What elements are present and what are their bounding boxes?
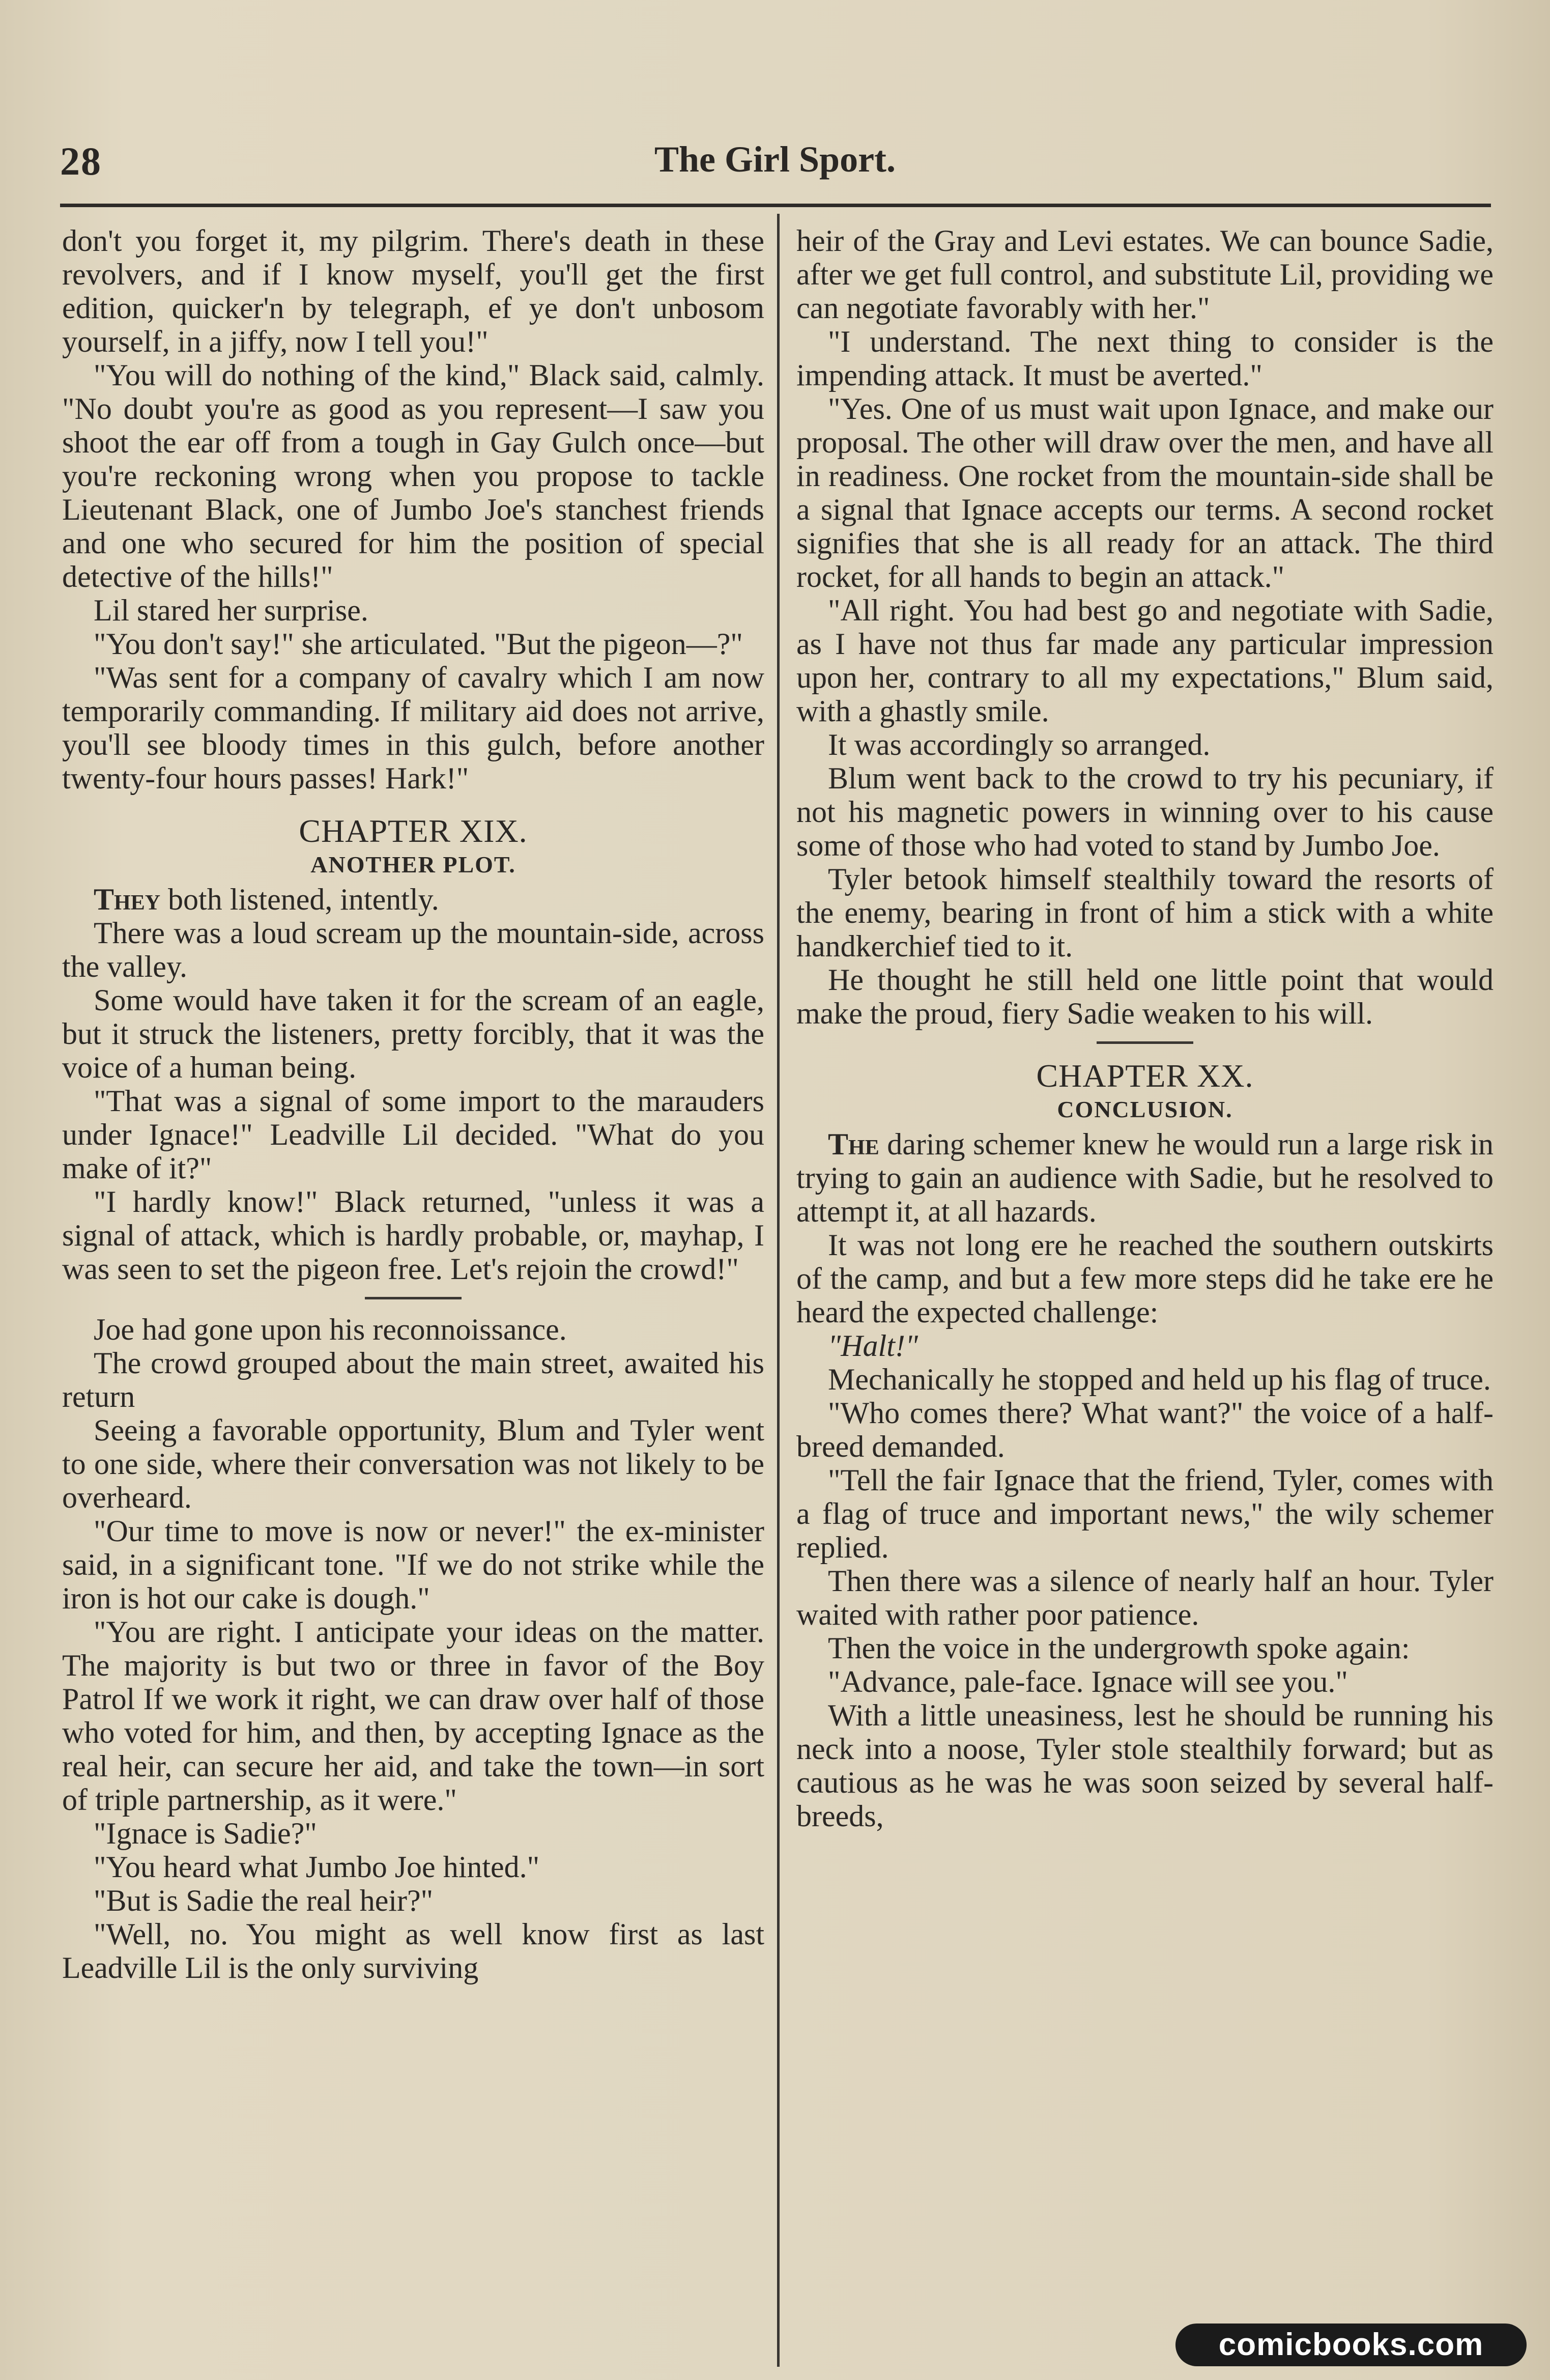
paragraph: "But is Sadie the real heir?" — [94, 1884, 434, 1917]
paragraph: "You don't say!" she articulated. "But the pigeon—?" — [94, 627, 743, 661]
chapter-subtitle: CONCLUSION. — [1057, 1096, 1233, 1122]
paragraph: "You will do nothing of the kind," Black said, calmly. "No doubt you're as good as you represent—I saw you shoot the ear off from a tough in Gay Gulch once—but you're reckoning wrong when you propose to tackle Lieutenant Black, one of Jumbo Joe's stanchest friends and one who secured for him the position of special detective of the hills!" — [62, 358, 764, 593]
paragraph: "Was sent for a company of cavalry which I am now temporarily commanding. If military aid does not arrive, you'll see bloody times in this gulch, before another twenty-four hours passes! Hark!" — [62, 661, 764, 795]
paragraph: "Yes. One of us must wait upon Ignace, and make our proposal. The other will draw over the men, and have all in readiness. One rocket from the mountain-side shall be a signal that Ignace accepts our terms. A second rocket signifies that she is all ready for an attack. The third rocket, for all hands to begin an attack." — [796, 392, 1494, 593]
paragraph: Then there was a silence of nearly half an hour. Tyler waited with rather poor patience. — [796, 1564, 1494, 1631]
paragraph: Tyler betook himself stealthily toward the resorts of the enemy, bearing in front of him a stick with a white handkerchief tied to it. — [796, 862, 1494, 963]
column-divider — [777, 214, 780, 2367]
paragraph: "That was a signal of some import to the marauders under Ignace!" Leadville Lil decided. "What do you make of it?" — [62, 1084, 764, 1185]
paragraph: Lil stared her surprise. — [94, 593, 368, 627]
paragraph: "Tell the fair Ignace that the friend, Tyler, comes with a flag of truce and important news," the wily schemer replied. — [796, 1463, 1494, 1564]
paragraph: "You are right. I anticipate your ideas on the matter. The majority is but two or three in favor of the Boy Patrol If we work it right, we can draw over half of those who voted for him, and then, by accepting Ignace as the real heir, can secure her aid, and take the town—in sort of triple partnership, as it were." — [62, 1615, 764, 1817]
section-divider — [1097, 1041, 1193, 1044]
paragraph: Seeing a favorable opportunity, Blum and Tyler went to one side, where their conversation was not likely to be overheard. — [62, 1413, 764, 1514]
paragraph: Mechanically he stopped and held up his flag of truce. — [828, 1363, 1491, 1396]
right-column — [796, 224, 1494, 1833]
section-divider — [365, 1297, 462, 1299]
watermark-badge: comicbooks.com — [1175, 2324, 1527, 2366]
paragraph: "Halt!" — [828, 1329, 918, 1363]
paragraph: "You heard what Jumbo Joe hinted." — [94, 1850, 540, 1884]
paragraph: Some would have taken it for the scream of an eagle, but it struck the listeners, pretty forcibly, that it was the voice of a human being. — [62, 983, 764, 1084]
chapter-title: CHAPTER XX. — [1036, 1058, 1254, 1094]
paragraph: Then the voice in the undergrowth spoke again: — [828, 1631, 1410, 1665]
paragraph: "Well, no. You might as well know first as last Leadville Lil is the only surviving — [62, 1917, 764, 1985]
paragraph: It was not long ere he reached the southern outskirts of the camp, and but a few more steps did he take ere he heard the expected challenge: — [796, 1228, 1494, 1329]
paragraph: don't you forget it, my pilgrim. There's death in these revolvers, and if I know myself, you'll get the first edition, quicker'n by telegraph, ef ye don't unbosom yourself, in a jiffy, now I tell you!" — [62, 224, 764, 358]
chapter-title: CHAPTER XIX. — [299, 813, 528, 849]
paragraph: "Our time to move is now or never!" the ex-minister said, in a significant tone. "If we do not strike while the iron is hot our cake is dough." — [62, 1514, 764, 1615]
paragraph: "I understand. The next thing to consider is the impending attack. It must be averted." — [796, 325, 1494, 392]
paragraph: It was accordingly so arranged. — [828, 728, 1211, 761]
paragraph: Blum went back to the crowd to try his pecuniary, if not his magnetic powers in winning over to his cause some of those who had voted to stand by Jumbo Joe. — [796, 761, 1494, 862]
lead-word: They — [94, 883, 161, 916]
paragraph: "Who comes there? What want?" the voice of a half-breed demanded. — [796, 1396, 1494, 1463]
paragraph: "All right. You had best go and negotiate with Sadie, as I have not thus far made any particular impression upon her, contrary to all my expectations," Blum said, with a ghastly smile. — [796, 593, 1494, 728]
paragraph: With a little uneasiness, lest he should be running his neck into a noose, Tyler stole stealthily forward; but as cautious as he was he was soon seized by several half-breeds, — [796, 1698, 1494, 1833]
paragraph — [796, 1127, 1494, 1228]
paragraph-text: both listened, intently. — [160, 883, 439, 916]
header-rule — [60, 204, 1491, 207]
paragraph: "Advance, pale-face. Ignace will see you." — [828, 1665, 1348, 1698]
chapter-subtitle: ANOTHER PLOT. — [310, 852, 516, 877]
paragraph — [62, 883, 764, 916]
running-title: The Girl Sport. — [654, 139, 896, 180]
lead-word: The — [828, 1127, 879, 1161]
paragraph: Joe had gone upon his reconnoissance. — [94, 1313, 567, 1346]
paragraph: The crowd grouped about the main street, awaited his return — [62, 1346, 764, 1413]
paragraph-text: daring schemer knew he would run a large risk in trying to gain an audience with Sadie, but he resolved to attempt it, at all hazards. — [796, 1127, 1494, 1228]
paragraph: heir of the Gray and Levi estates. We can bounce Sadie, after we get full control, and substitute Lil, providing we can negotiate favorably with her." — [796, 224, 1494, 325]
left-column — [62, 224, 764, 1985]
paragraph: "I hardly know!" Black returned, "unless it was a signal of attack, which is hardly probable, or, mayhap, I was seen to set the pigeon free. Let's rejoin the crowd!" — [62, 1185, 764, 1286]
paragraph: "Ignace is Sadie?" — [94, 1817, 317, 1850]
paragraph: There was a loud scream up the mountain-side, across the valley. — [62, 916, 764, 983]
paragraph: He thought he still held one little point that would make the proud, fiery Sadie weaken to his will. — [796, 963, 1494, 1030]
page-number: 28 — [60, 139, 102, 183]
